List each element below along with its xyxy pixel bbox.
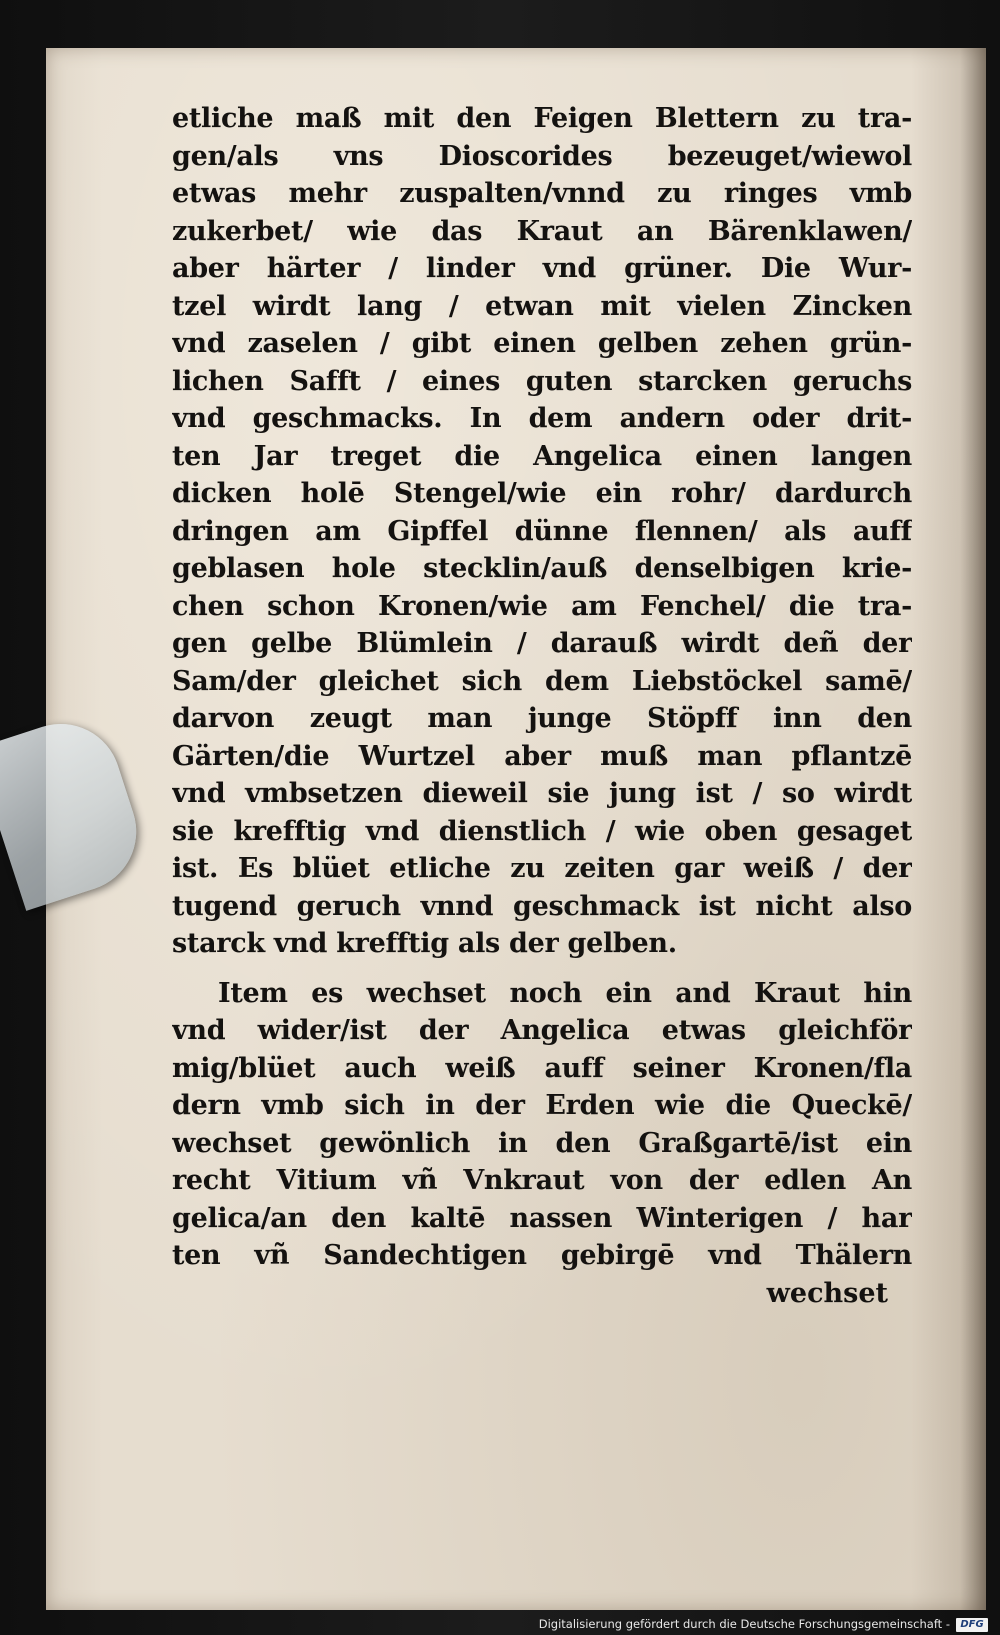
page-text xyxy=(172,100,912,1313)
text-line: gelica/an den kaltē nassen Winterigen / har xyxy=(172,1202,912,1234)
paragraph-2 xyxy=(172,975,912,1275)
text-line: gen gelbe Blümlein / darauß wirdt deñ der xyxy=(172,628,912,659)
text-line: dicken holē Stengel/wie ein rohr/ dardurch xyxy=(172,478,912,509)
text-line: chen schon Kronen/wie am Fenchel/ die tra- xyxy=(172,590,912,622)
text-line: geblasen hole stecklin/auß denselbigen krie- xyxy=(172,553,912,584)
text-line: sie krefftig vnd dienstlich / wie oben gesaget xyxy=(172,815,912,847)
text-line: ist. Es blüet etliche zu zeiten gar weiß / der xyxy=(172,853,912,884)
text-line: tugend geruch vnnd geschmack ist nicht also xyxy=(172,890,912,922)
text-line: etliche maß mit den Feigen Blettern zu tra- xyxy=(172,103,912,134)
text-line: dern vmb sich in der Erden wie die Queckē/ xyxy=(172,1090,912,1121)
text-line: recht Vitium vñ Vnkraut von der edlen An xyxy=(172,1165,912,1196)
text-line: tzel wirdt lang / etwan mit vielen Zincken xyxy=(172,290,912,322)
text-line: starck vnd krefftig als der gelben. xyxy=(172,928,677,959)
text-line: ten vñ Sandechtigen gebirgē vnd Thälern xyxy=(172,1240,912,1271)
text-line: dringen am Gipffel dünne flennen/ als auff xyxy=(172,515,912,547)
text-line: vnd wider/ist der Angelica etwas gleichför xyxy=(172,1015,912,1046)
text-line: Sam/der gleichet sich dem Liebstöckel samē/ xyxy=(172,665,912,697)
text-line: vnd vmbsetzen dieweil sie jung ist / so wirdt xyxy=(172,778,912,809)
text-line: zukerbet/ wie das Kraut an Bärenklawen/ xyxy=(172,215,912,247)
text-line: etwas mehr zuspalten/vnnd zu ringes vmb xyxy=(172,178,912,209)
catchword: wechset xyxy=(766,1277,888,1309)
text-line: vnd zaselen / gibt einen gelben zehen grün- xyxy=(172,328,912,359)
text-line: Item es wechset noch ein and Kraut hin xyxy=(218,977,912,1009)
text-line: mig/blüet auch weiß auff seiner Kronen/fla xyxy=(172,1052,912,1084)
text-line: Gärten/die Wurtzel aber muß man pflantzē xyxy=(172,740,912,772)
text-line: aber härter / linder vnd grüner. Die Wur- xyxy=(172,253,912,284)
text-line: darvon zeugt man junge Stöpff inn den xyxy=(172,703,912,734)
dfg-logo: DFG xyxy=(956,1618,988,1632)
text-line: ten Jar treget die Angelica einen langen xyxy=(172,440,912,472)
text-line: vnd geschmacks. In dem andern oder drit- xyxy=(172,403,912,434)
digitization-credit: Digitalisierung gefördert durch die Deutsche Forschungsgemeinschaft - xyxy=(538,1617,950,1631)
text-line: wechset gewönlich in den Graßgartē/ist ein xyxy=(172,1127,912,1159)
paragraph-1 xyxy=(172,100,912,963)
text-line: gen/als vns Dioscorides bezeuget/wiewol xyxy=(172,140,912,172)
text-line: lichen Safft / eines guten starcken geruchs xyxy=(172,365,912,397)
spine-shadow xyxy=(960,48,986,1610)
